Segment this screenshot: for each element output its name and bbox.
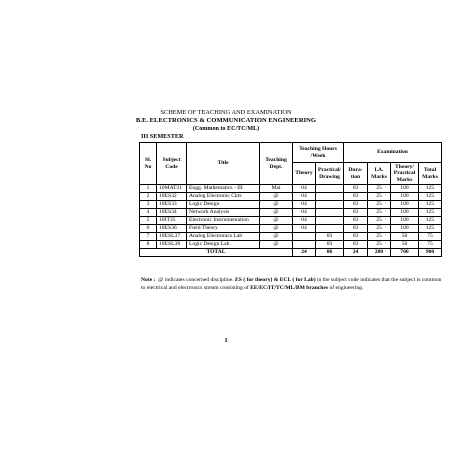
cell-tp: 100 [391, 217, 419, 225]
total-marks: 900 [419, 249, 442, 257]
cell-dept: @ [260, 209, 293, 217]
cell-tp: 100 [391, 225, 419, 233]
cell-title: Logic Design Lab [187, 241, 260, 249]
cell-code: 10ES33 [157, 201, 187, 209]
cell-tp: 100 [391, 185, 419, 193]
cell-duration: 03 [344, 209, 368, 217]
table-row [140, 241, 442, 249]
header-theory-practical-marks: Theory/ Practical Marks [391, 163, 419, 185]
cell-practical [316, 217, 344, 225]
cell-code: 10ES36 [157, 225, 187, 233]
cell-ia: 25 [368, 201, 391, 209]
cell-dept: Mat [260, 185, 293, 193]
table-row [140, 185, 442, 193]
cell-duration: 03 [344, 201, 368, 209]
total-row [140, 249, 442, 257]
cell-dept: @ [260, 193, 293, 201]
cell-tp: 50 [391, 241, 419, 249]
header-title: Title [187, 143, 260, 185]
total-ia: 200 [368, 249, 391, 257]
cell-sl: 5 [140, 217, 157, 225]
common-to-subtitle: (Common to EC/TC/ML) [192, 126, 260, 132]
cell-sl: 1 [140, 185, 157, 193]
cell-theory [293, 241, 316, 249]
table-row [140, 201, 442, 209]
cell-theory [293, 233, 316, 241]
cell-practical: 03 [316, 241, 344, 249]
total-theory: 24 [293, 249, 316, 257]
cell-ia: 25 [368, 217, 391, 225]
cell-duration: 03 [344, 185, 368, 193]
cell-total: 75 [419, 233, 442, 241]
cell-sl: 8 [140, 241, 157, 249]
cell-theory: 04 [293, 209, 316, 217]
cell-total: 125 [419, 185, 442, 193]
cell-ia: 25 [368, 185, 391, 193]
cell-tp: 50 [391, 233, 419, 241]
cell-sl: 6 [140, 225, 157, 233]
scheme-title: SCHEME OF TEACHING AND EXAMINATION [160, 109, 292, 116]
cell-dept: @ [260, 225, 293, 233]
cell-theory: 04 [293, 217, 316, 225]
table-row [140, 193, 442, 201]
cell-title: Engg. Mathematics - III [187, 185, 260, 193]
cell-title: Analog Electronic Ckts [187, 193, 260, 201]
cell-total: 125 [419, 209, 442, 217]
header-ia-marks: I.A. Marks [368, 163, 391, 185]
cell-title: Logic Design [187, 201, 260, 209]
header-theory: Theory [293, 163, 316, 185]
header-teaching-hours: Teaching Hours /Week [293, 143, 344, 163]
table-row [140, 225, 442, 233]
note-bold-1: ES ( for theory) & ECL ( for Lab) [235, 277, 316, 283]
header-examination: Examination [344, 143, 442, 163]
cell-theory: 04 [293, 185, 316, 193]
total-practical: 06 [316, 249, 344, 257]
note-paragraph [141, 277, 443, 293]
total-duration: 24 [344, 249, 368, 257]
cell-practical [316, 185, 344, 193]
cell-code: 10MAT31 [157, 185, 187, 193]
header-duration: Dura-tion [344, 163, 368, 185]
cell-sl: 2 [140, 193, 157, 201]
cell-total: 125 [419, 225, 442, 233]
cell-title: Analog Electronics Lab [187, 233, 260, 241]
total-label: TOTAL [140, 249, 293, 257]
cell-code: 10ES32 [157, 193, 187, 201]
cell-dept: @ [260, 233, 293, 241]
program-title: B.E. ELECTRONICS & COMMUNICATION ENGINEERING [135, 117, 317, 124]
cell-title: Network Analysis [187, 209, 260, 217]
cell-title: Electronic Instrumentation [187, 217, 260, 225]
semester-label: III SEMESTER [141, 133, 184, 140]
at-symbol: @ [158, 277, 164, 283]
cell-duration: 03 [344, 233, 368, 241]
table-row [140, 217, 442, 225]
cell-sl: 4 [140, 209, 157, 217]
cell-dept: @ [260, 241, 293, 249]
table-row [140, 233, 442, 241]
cell-tp: 100 [391, 209, 419, 217]
cell-practical [316, 193, 344, 201]
header-teaching-dept: Teaching Dept. [260, 143, 293, 185]
cell-duration: 03 [344, 225, 368, 233]
header-sl-no: Sl. No [140, 143, 157, 185]
cell-title: Field Theory [187, 225, 260, 233]
cell-code: 10ESL38 [157, 241, 187, 249]
cell-theory: 04 [293, 193, 316, 201]
cell-practical [316, 201, 344, 209]
table-row [140, 209, 442, 217]
cell-ia: 25 [368, 233, 391, 241]
cell-practical: 03 [316, 233, 344, 241]
cell-total: 125 [419, 217, 442, 225]
header-total-marks: Total Marks [419, 163, 442, 185]
cell-code: 10IT35 [157, 217, 187, 225]
header-subject-code: Subject Code [157, 143, 187, 185]
cell-tp: 100 [391, 201, 419, 209]
note-text-3: of engineering. [328, 284, 364, 291]
page-number: 1 [224, 337, 228, 344]
cell-practical [316, 209, 344, 217]
cell-total: 125 [419, 201, 442, 209]
cell-ia: 25 [368, 209, 391, 217]
cell-sl: 7 [140, 233, 157, 241]
cell-dept: @ [260, 217, 293, 225]
cell-ia: 25 [368, 241, 391, 249]
cell-theory: 04 [293, 225, 316, 233]
cell-duration: 03 [344, 193, 368, 201]
total-tp: 700 [391, 249, 419, 257]
cell-code: 10ESL37 [157, 233, 187, 241]
cell-ia: 25 [368, 193, 391, 201]
note-bold-2: EE/EC/IT/TC/ML/BM branches [250, 284, 329, 291]
cell-duration: 03 [344, 217, 368, 225]
cell-dept: @ [260, 201, 293, 209]
cell-theory: 04 [293, 201, 316, 209]
note-text-2: in the subject code indicates that the subject is common to electrical and electronics stream consisting of [141, 277, 442, 291]
cell-total: 125 [419, 193, 442, 201]
note-label: Note : [141, 277, 156, 283]
header-practical-drawing: Practical/ Drawing [316, 163, 344, 185]
cell-tp: 100 [391, 193, 419, 201]
cell-code: 10ES34 [157, 209, 187, 217]
note-text-1: indicates concerned discipline. [163, 277, 236, 283]
cell-ia: 25 [368, 225, 391, 233]
cell-practical [316, 225, 344, 233]
cell-sl: 3 [140, 201, 157, 209]
scheme-table [139, 142, 442, 257]
cell-total: 75 [419, 241, 442, 249]
cell-duration: 03 [344, 241, 368, 249]
